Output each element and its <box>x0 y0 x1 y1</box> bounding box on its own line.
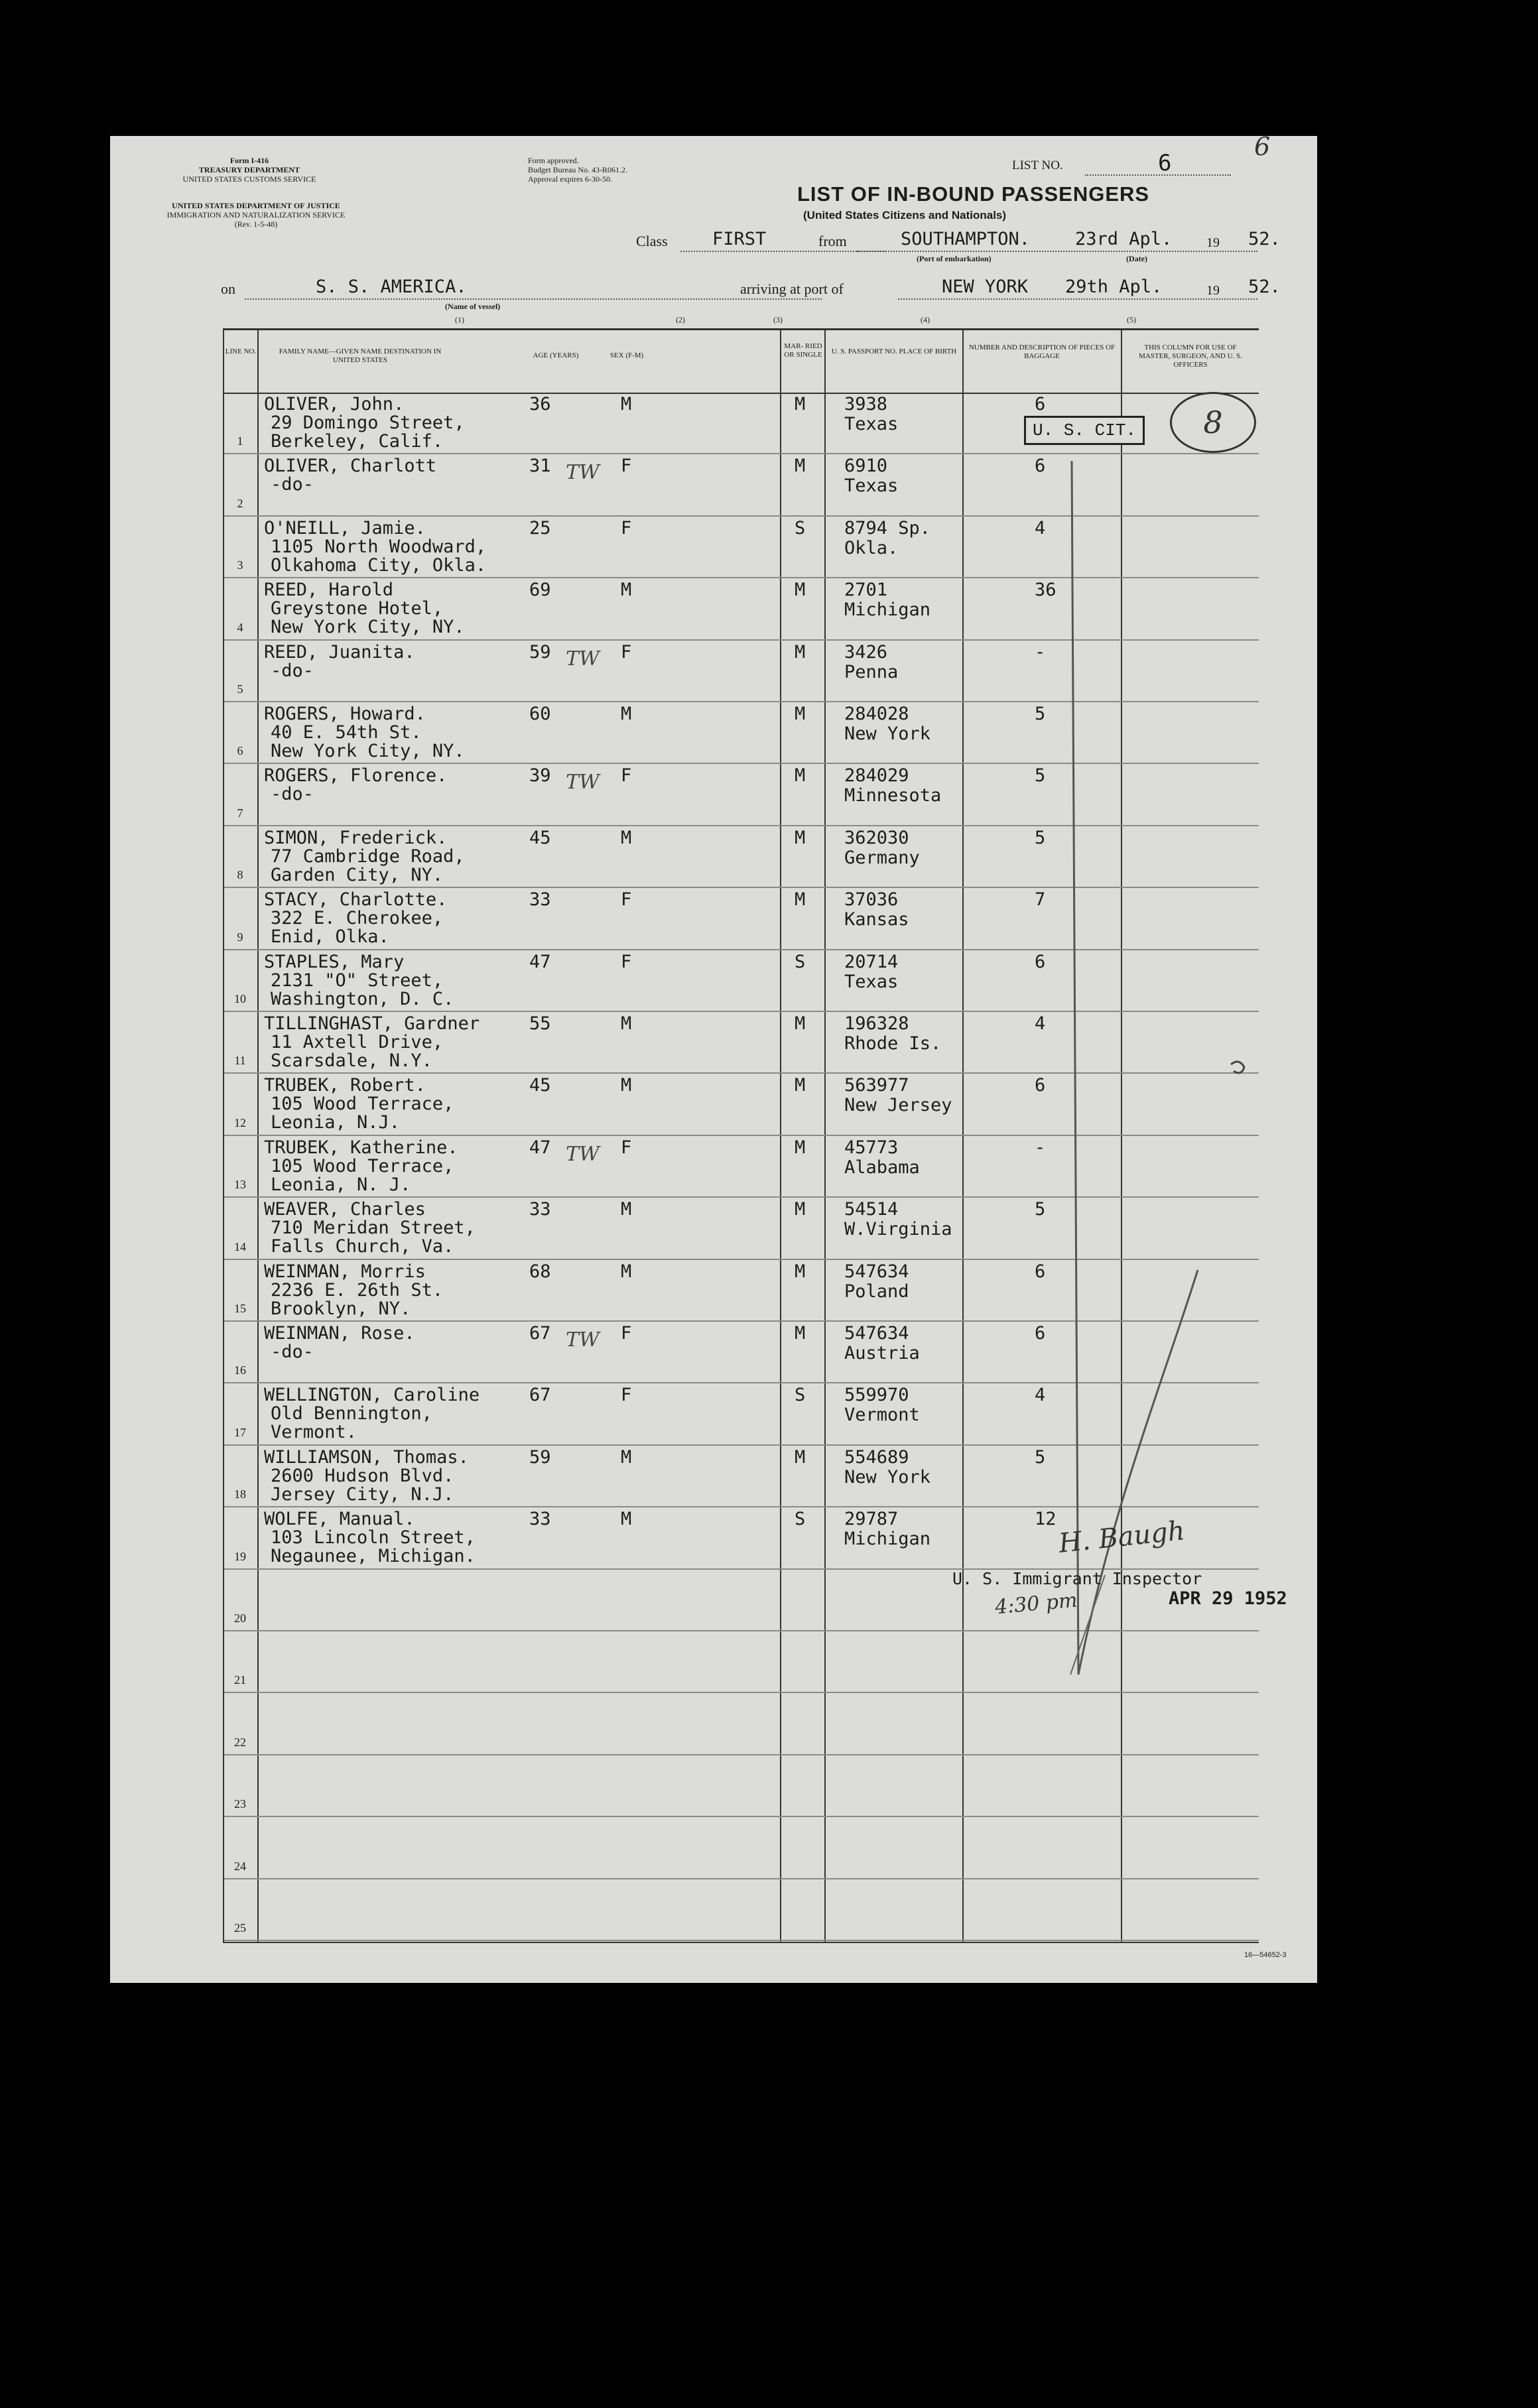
baggage-count: 7 <box>1035 889 1046 911</box>
class-label: Class <box>636 233 668 249</box>
passenger-address-1: Greystone Hotel, <box>271 598 444 619</box>
place-of-birth: Okla. <box>844 537 899 558</box>
passenger-sex: M <box>621 394 632 414</box>
baggage-count: 6 <box>1035 456 1046 477</box>
passenger-address-1: 40 E. 54th St. <box>271 722 422 743</box>
line-number: 14 <box>234 1239 246 1253</box>
passenger-age: 39 <box>529 765 551 787</box>
line-number: 20 <box>234 1611 246 1625</box>
passenger-married: M <box>795 641 806 663</box>
line-number: 3 <box>237 558 243 572</box>
passenger-name: WEAVER, Charles <box>264 1199 426 1220</box>
tick-mark: TW <box>566 1328 600 1352</box>
passenger-married: S <box>795 517 806 539</box>
passenger-married: M <box>795 580 806 601</box>
passenger-address-2: Negaunee, Michigan. <box>271 1546 476 1567</box>
arrival-year: 52. <box>1248 277 1281 297</box>
baggage-count: - <box>1035 641 1046 663</box>
passenger-name: ROGERS, Howard. <box>264 704 426 724</box>
passenger-sex: M <box>621 1013 632 1034</box>
page-subtitle: (United States Citizens and Nationals) <box>803 209 1007 222</box>
passenger-age: 25 <box>529 517 551 539</box>
place-of-birth: Kansas <box>844 909 909 930</box>
passenger-married: M <box>795 1013 806 1034</box>
line-number: 22 <box>234 1735 246 1749</box>
baggage-count: 6 <box>1035 1075 1046 1096</box>
embarkation-port: SOUTHAMPTON. <box>901 229 1031 249</box>
passenger-sex: F <box>621 1323 632 1344</box>
passenger-address-2: Vermont. <box>271 1422 357 1443</box>
passenger-age: 59 <box>529 641 551 663</box>
place-of-birth: Texas <box>844 971 899 992</box>
passenger-address-2: Garden City, NY. <box>271 864 444 885</box>
approval-block <box>528 156 727 184</box>
customs-service: UNITED STATES CUSTOMS SERVICE <box>182 174 316 184</box>
line-number: 18 <box>234 1488 246 1501</box>
passenger-married: M <box>795 1446 806 1468</box>
class-line <box>680 251 886 252</box>
ins-service: IMMIGRATION AND NATURALIZATION SERVICE <box>166 210 346 220</box>
embarkation-date: 23rd Apl. <box>1075 229 1173 249</box>
passenger-address-2: Leonia, N. J. <box>271 1174 411 1195</box>
passenger-married: M <box>795 765 806 787</box>
line-number: 17 <box>234 1425 246 1439</box>
passenger-age: 69 <box>529 580 551 601</box>
passenger-married: S <box>795 951 806 972</box>
line-number: 23 <box>234 1797 246 1811</box>
baggage-count: 5 <box>1035 765 1046 787</box>
passenger-address-1: 103 Lincoln Street, <box>271 1527 476 1549</box>
baggage-count: 5 <box>1035 1199 1046 1220</box>
passenger-address-2: Brooklyn, NY. <box>271 1298 411 1319</box>
passport-number: 284029 <box>844 765 909 787</box>
baggage-count: 5 <box>1035 704 1046 724</box>
passport-number: 547634 <box>844 1261 909 1282</box>
passport-number: 547634 <box>844 1323 909 1344</box>
passenger-name: OLIVER, John. <box>264 394 405 414</box>
column-number-4: (4) <box>921 315 930 324</box>
passenger-name: STACY, Charlotte. <box>264 889 448 911</box>
passenger-name: OLIVER, Charlott <box>264 456 437 477</box>
baggage-count: - <box>1035 1137 1046 1158</box>
baggage-count: 6 <box>1035 1261 1046 1282</box>
passenger-address-1: 2236 E. 26th St. <box>271 1279 444 1300</box>
passport-number: 362030 <box>844 827 909 848</box>
place-of-birth: Michigan <box>844 600 931 621</box>
passenger-name: TRUBEK, Robert. <box>264 1075 426 1096</box>
passenger-married: M <box>795 704 806 724</box>
passenger-address-2: Enid, Olka. <box>271 926 389 948</box>
passenger-address-1: 2131 "O" Street, <box>271 970 444 991</box>
line-number: 16 <box>234 1363 246 1377</box>
page-title: LIST OF IN-BOUND PASSENGERS <box>797 182 1150 206</box>
passenger-name: STAPLES, Mary <box>264 951 405 972</box>
line-number: 12 <box>234 1115 246 1129</box>
passenger-sex: F <box>621 456 632 477</box>
place-of-birth: Minnesota <box>844 785 942 806</box>
passport-number: 284028 <box>844 704 909 724</box>
passenger-age: 45 <box>529 1075 551 1096</box>
line-number: 15 <box>234 1301 246 1315</box>
baggage-count: 4 <box>1035 517 1046 539</box>
passenger-sex: M <box>621 1509 632 1530</box>
passport-number: 29787 <box>844 1509 899 1530</box>
passport-number: 559970 <box>844 1385 909 1406</box>
passenger-age: 36 <box>529 394 551 414</box>
approval-expiry: Approval expires 6-30-50. <box>528 174 612 184</box>
line-number: 21 <box>234 1673 246 1687</box>
col-sex: SEX (F-M) <box>609 351 644 359</box>
passenger-sex: M <box>621 1199 632 1220</box>
date-caption: (Date) <box>1126 254 1147 263</box>
tick-mark: TW <box>566 1142 600 1166</box>
passenger-age: 31 <box>529 456 551 477</box>
passenger-age: 60 <box>529 704 551 724</box>
embarkation-year-prefix: 19 <box>1206 235 1220 250</box>
tick-mark: TW <box>566 461 600 485</box>
form-identifier-block <box>163 156 336 184</box>
passenger-name: WEINMAN, Morris <box>264 1261 426 1282</box>
col-name: FAMILY NAME—GIVEN NAME DESTINATION IN UNITED STATES <box>279 348 442 364</box>
column-number-5: (5) <box>1127 315 1136 324</box>
baggage-count: 4 <box>1035 1385 1046 1406</box>
empty-table-row <box>224 1879 1259 1941</box>
passenger-name: O'NEILL, Jamie. <box>264 517 426 539</box>
inspection-date-stamp: APR 29 1952 <box>1169 1588 1287 1609</box>
passenger-age: 47 <box>529 951 551 972</box>
passport-number: 20714 <box>844 951 899 972</box>
column-number-2: (2) <box>676 315 685 324</box>
passenger-sex: F <box>621 889 632 911</box>
passenger-age: 47 <box>529 1137 551 1158</box>
passenger-address-1: -do- <box>271 660 314 681</box>
passport-number: 45773 <box>844 1137 899 1158</box>
corner-mark: 6 <box>1254 132 1271 161</box>
empty-table-row <box>224 1817 1259 1879</box>
passenger-married: M <box>795 394 806 414</box>
place-of-birth: New Jersey <box>844 1095 952 1116</box>
passenger-sex: F <box>621 1385 632 1406</box>
passenger-address-1: -do- <box>271 784 314 805</box>
passenger-age: 59 <box>529 1446 551 1468</box>
vessel-line <box>245 298 822 300</box>
class-value: FIRST <box>712 229 767 249</box>
place-of-birth: Penna <box>844 661 899 682</box>
passenger-age: 45 <box>529 827 551 848</box>
passenger-married: M <box>795 1137 806 1158</box>
passport-number: 6910 <box>844 456 888 477</box>
passenger-sex: M <box>621 827 632 848</box>
inspector-label: U. S. Immigrant Inspector <box>952 1569 1202 1588</box>
on-label: on <box>221 281 235 297</box>
passenger-married: S <box>795 1509 806 1530</box>
passenger-married: M <box>795 1199 806 1220</box>
line-number: 9 <box>237 930 243 944</box>
justice-dept-block <box>110 201 402 229</box>
passenger-married: M <box>795 827 806 848</box>
passenger-married: S <box>795 1385 806 1406</box>
passport-number: 2701 <box>844 580 888 601</box>
passenger-age: 67 <box>529 1323 551 1344</box>
passport-number: 54514 <box>844 1199 899 1220</box>
form-number: Form I-416 <box>229 156 269 165</box>
column-number-3: (3) <box>773 315 783 324</box>
place-of-birth: Austria <box>844 1343 920 1363</box>
line-number: 4 <box>237 620 243 634</box>
passenger-age: 33 <box>529 1509 551 1530</box>
line-number: 10 <box>234 991 246 1005</box>
from-label: from <box>818 233 847 249</box>
circled-count-value: 8 <box>1203 405 1223 440</box>
col-married: MAR- RIED OR SINGLE <box>784 342 822 359</box>
arrival-year-prefix: 19 <box>1206 283 1220 298</box>
passenger-address-1: 29 Domingo Street, <box>271 412 465 433</box>
passenger-married: M <box>795 1323 806 1344</box>
passenger-name: WEINMAN, Rose. <box>264 1323 415 1344</box>
passenger-married: M <box>795 889 806 911</box>
line-number: 2 <box>237 496 243 510</box>
passenger-age: 68 <box>529 1261 551 1282</box>
form-approved: Form approved. <box>528 156 579 165</box>
budget-bureau: Budget Bureau No. 43-R061.2. <box>528 165 627 174</box>
passenger-address-2: Olkahoma City, Okla. <box>271 554 487 576</box>
passenger-address-2: New York City, NY. <box>271 617 465 638</box>
col-line-no: LINE NO. <box>225 348 257 355</box>
passenger-address-1: 322 E. Cherokee, <box>271 908 444 929</box>
passenger-name: TRUBEK, Katherine. <box>264 1137 458 1158</box>
place-of-birth: Alabama <box>844 1157 920 1178</box>
port-caption: (Port of embarkation) <box>917 254 992 263</box>
passenger-address-2: Berkeley, Calif. <box>271 431 444 452</box>
passenger-address-2: Washington, D. C. <box>271 988 454 1009</box>
justice-dept: UNITED STATES DEPARTMENT OF JUSTICE <box>172 201 340 210</box>
inspection-time: 4:30 pm <box>993 1588 1078 1619</box>
passenger-address-1: 77 Cambridge Road, <box>271 846 465 867</box>
passenger-address-2: New York City, NY. <box>271 741 465 761</box>
passenger-name: TILLINGHAST, Gardner <box>264 1013 480 1034</box>
from-line <box>857 251 1257 252</box>
place-of-birth: Vermont <box>844 1405 920 1426</box>
arrival-port: NEW YORK <box>942 277 1029 297</box>
passenger-address-2: Scarsdale, N.Y. <box>271 1050 432 1071</box>
revision: (Rev. 1-5-48) <box>234 220 278 229</box>
baggage-count: 5 <box>1035 1446 1046 1468</box>
baggage-count: 6 <box>1035 951 1046 972</box>
place-of-birth: Texas <box>844 475 899 497</box>
passenger-name: WILLIAMSON, Thomas. <box>264 1446 469 1468</box>
passenger-name: REED, Juanita. <box>264 641 415 663</box>
col-age: AGE (YEARS) <box>533 351 579 359</box>
place-of-birth: W.Virginia <box>844 1219 952 1240</box>
line-number: 8 <box>237 868 243 882</box>
passenger-married: M <box>795 1075 806 1096</box>
passport-number: 3938 <box>844 394 888 414</box>
inspector-signature: H. Baugh <box>1057 1515 1186 1559</box>
list-no-label: LIST NO. <box>1012 158 1063 172</box>
passport-number: 8794 Sp. <box>844 517 931 539</box>
embarkation-year: 52. <box>1248 229 1281 249</box>
passenger-sex: M <box>621 1075 632 1096</box>
passenger-sex: F <box>621 517 632 539</box>
passenger-address-1: 105 Wood Terrace, <box>271 1155 454 1176</box>
circled-count <box>1170 392 1256 453</box>
passport-number: 554689 <box>844 1446 909 1468</box>
passport-number: 563977 <box>844 1075 909 1096</box>
passenger-address-2: Jersey City, N.J. <box>271 1484 454 1505</box>
col-baggage: NUMBER AND DESCRIPTION OF PIECES OF BAGGAGE <box>968 344 1116 360</box>
us-citizen-stamp: U. S. CIT. <box>1024 416 1145 445</box>
line-number: 5 <box>237 682 243 696</box>
passenger-age: 55 <box>529 1013 551 1034</box>
col-officers: THIS COLUMN FOR USE OF MASTER, SURGEON, AND U. S. OFFICERS <box>1139 344 1242 369</box>
passenger-address-1: 1105 North Woodward, <box>271 536 487 557</box>
arrival-date: 29th Apl. <box>1065 277 1163 297</box>
place-of-birth: Texas <box>844 414 899 434</box>
baggage-count: 12 <box>1035 1509 1057 1530</box>
passenger-address-1: 710 Meridan Street, <box>271 1218 476 1239</box>
passenger-manifest-page <box>110 132 1317 1983</box>
passenger-address-1: 11 Axtell Drive, <box>271 1032 444 1052</box>
passenger-age: 33 <box>529 1199 551 1220</box>
place-of-birth: New York <box>844 724 931 744</box>
tick-mark: TW <box>566 647 600 670</box>
tick-mark: TW <box>566 771 600 794</box>
passenger-name: SIMON, Frederick. <box>264 827 448 848</box>
passenger-name: WELLINGTON, Caroline <box>264 1385 480 1406</box>
column-number-1: (1) <box>455 315 464 324</box>
passenger-sex: M <box>621 1261 632 1282</box>
footer-code: 16—54652-3 <box>1244 1951 1287 1959</box>
baggage-count: 5 <box>1035 827 1046 848</box>
passenger-name: ROGERS, Florence. <box>264 765 448 787</box>
arriving-label: arriving at port of <box>740 281 844 297</box>
line-number: 19 <box>234 1549 246 1563</box>
passenger-sex: F <box>621 765 632 787</box>
place-of-birth: Rhode Is. <box>844 1033 942 1054</box>
line-number: 13 <box>234 1178 246 1192</box>
row-divider <box>224 1940 1259 1941</box>
passenger-age: 33 <box>529 889 551 911</box>
line-number: 24 <box>234 1859 246 1873</box>
place-of-birth: Germany <box>844 847 920 868</box>
vessel-caption: (Name of vessel) <box>445 302 501 311</box>
passenger-address-1: -do- <box>271 1342 314 1362</box>
passenger-sex: M <box>621 1446 632 1468</box>
line-number: 25 <box>234 1921 246 1934</box>
passenger-sex: F <box>621 1137 632 1158</box>
line-number: 1 <box>237 434 243 448</box>
passenger-name: WOLFE, Manual. <box>264 1509 415 1530</box>
line-number: 6 <box>237 744 243 758</box>
passenger-name: REED, Harold <box>264 580 394 601</box>
col-passport: U. S. PASSPORT NO. PLACE OF BIRTH <box>831 348 957 355</box>
line-number: 11 <box>234 1054 246 1068</box>
passenger-sex: M <box>621 704 632 724</box>
baggage-count: 36 <box>1035 580 1057 601</box>
passenger-sex: M <box>621 580 632 601</box>
line-number: 7 <box>237 806 243 820</box>
passenger-address-1: 2600 Hudson Blvd. <box>271 1465 454 1486</box>
passenger-address-1: Old Bennington, <box>271 1403 432 1425</box>
passenger-address-2: Falls Church, Va. <box>271 1236 454 1257</box>
passenger-address-1: 105 Wood Terrace, <box>271 1094 454 1115</box>
vessel-name: S. S. AMERICA. <box>316 277 467 297</box>
passport-number: 37036 <box>844 889 899 911</box>
passenger-married: M <box>795 1261 806 1282</box>
place-of-birth: Michigan <box>844 1529 931 1550</box>
list-no-value: 6 <box>1158 150 1172 176</box>
passenger-address-2: Leonia, N.J. <box>271 1112 401 1133</box>
passenger-sex: F <box>621 951 632 972</box>
passenger-married: M <box>795 456 806 477</box>
passport-number: 3426 <box>844 641 888 663</box>
passenger-age: 67 <box>529 1385 551 1406</box>
treasury-dept: TREASURY DEPARTMENT <box>198 165 300 174</box>
passenger-address-1: -do- <box>271 474 314 495</box>
place-of-birth: New York <box>844 1466 931 1488</box>
arrival-line <box>898 298 1257 300</box>
passenger-sex: F <box>621 641 632 663</box>
baggage-count: 4 <box>1035 1013 1046 1034</box>
passport-number: 196328 <box>844 1013 909 1034</box>
place-of-birth: Poland <box>844 1281 909 1302</box>
baggage-count: 6 <box>1035 1323 1046 1344</box>
baggage-count: 6 <box>1035 394 1046 414</box>
